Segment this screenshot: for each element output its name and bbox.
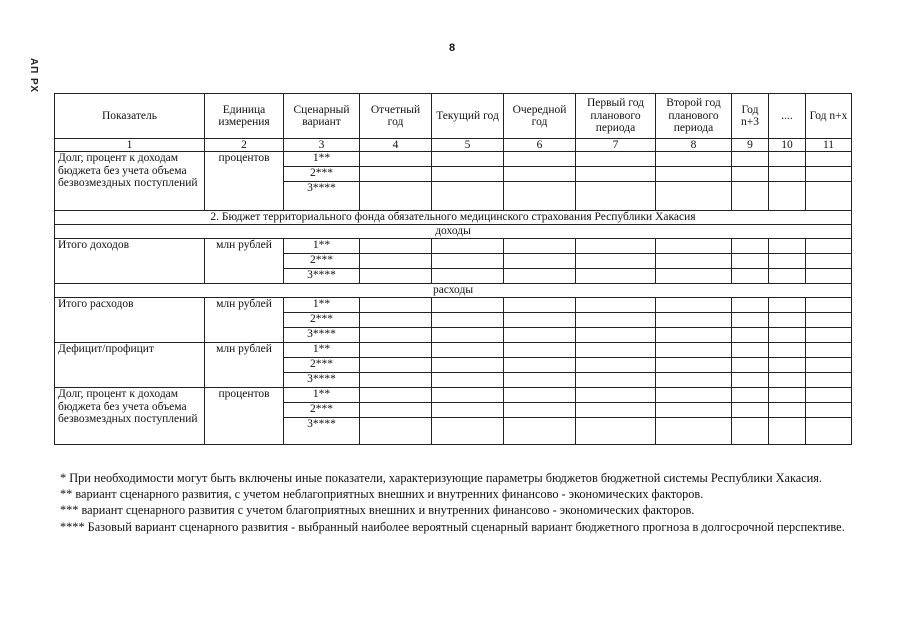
- header-cell: Текущий год: [432, 94, 504, 139]
- table-row: [55, 298, 852, 313]
- scenario-cell: 2***: [284, 167, 360, 182]
- header-cell: Сценарный вариант: [284, 94, 360, 139]
- scenario-cell: 1**: [284, 239, 360, 254]
- indicator-cell: Долг, процент к доходам бюджета без учета объема безвозмездных поступлений: [55, 388, 205, 445]
- scenario-cell: 3****: [284, 182, 360, 211]
- column-number: 2: [205, 139, 284, 152]
- column-number: 5: [432, 139, 504, 152]
- column-number: 6: [504, 139, 576, 152]
- section-row: [55, 211, 852, 225]
- scenario-cell: 1**: [284, 152, 360, 167]
- header-cell: Второй год планового периода: [656, 94, 732, 139]
- column-number: 1: [55, 139, 205, 152]
- column-number: 8: [656, 139, 732, 152]
- header-cell: Год n+3: [732, 94, 769, 139]
- footnote: * При необходимости могут быть включены иные показатели, характеризующие параметры бюджетов бюджетной системы Республики Хакасия.: [60, 471, 823, 485]
- column-number: 10: [769, 139, 806, 152]
- scenario-cell: 3****: [284, 269, 360, 284]
- scenario-cell: 1**: [284, 388, 360, 403]
- scenario-cell: 3****: [284, 418, 360, 445]
- page-number: 8: [449, 42, 456, 54]
- column-number: 4: [360, 139, 432, 152]
- header-cell: Первый год планового периода: [576, 94, 656, 139]
- unit-cell: процентов: [205, 152, 284, 211]
- header-cell: Год n+x: [806, 94, 852, 139]
- scenario-cell: 1**: [284, 343, 360, 358]
- indicator-cell: Итого доходов: [55, 239, 205, 284]
- scenario-cell: 2***: [284, 254, 360, 269]
- scenario-cell: 2***: [284, 403, 360, 418]
- header-cell: Показатель: [55, 94, 205, 139]
- scenario-cell: 3****: [284, 373, 360, 388]
- indicator-cell: Итого расходов: [55, 298, 205, 343]
- header-cell: Единица измерения: [205, 94, 284, 139]
- unit-cell: млн рублей: [205, 239, 284, 284]
- header-cell: ....: [769, 94, 806, 139]
- subsection-title: расходы: [55, 284, 852, 298]
- unit-cell: процентов: [205, 388, 284, 445]
- unit-cell: млн рублей: [205, 298, 284, 343]
- header-cell: Отчетный год: [360, 94, 432, 139]
- column-number-row: [55, 139, 852, 152]
- budget-forecast-table: [54, 93, 852, 445]
- unit-cell: млн рублей: [205, 343, 284, 388]
- subsection-row: [55, 225, 852, 239]
- header-row: [55, 94, 852, 139]
- indicator-cell: Дефицит/профицит: [55, 343, 205, 388]
- scenario-cell: 2***: [284, 358, 360, 373]
- table-row: [55, 152, 852, 167]
- footnote: **** Базовый вариант сценарного развития - выбранный наиболее вероятный сценарный вариант бюджетного прогноза в долгосрочной перспективе.: [60, 519, 845, 534]
- indicator-cell: Долг, процент к доходам бюджета без учета объема безвозмездных поступлений: [55, 152, 205, 211]
- footnote: ** вариант сценарного развития, с учетом неблагоприятных внешних и внутренних финансово - экономических факторов.: [60, 487, 704, 502]
- scenario-cell: 3****: [284, 328, 360, 343]
- column-number: 11: [806, 139, 852, 152]
- subsection-title: доходы: [55, 225, 852, 239]
- section-title: 2. Бюджет территориального фонда обязательного медицинского страхования Республики Хакасия: [55, 211, 852, 225]
- footnotes: [60, 470, 847, 535]
- table-row: [55, 239, 852, 254]
- table-row: [55, 343, 852, 358]
- subsection-row: [55, 284, 852, 298]
- column-number: 3: [284, 139, 360, 152]
- column-number: 7: [576, 139, 656, 152]
- table-row: [55, 388, 852, 403]
- header-cell: Очередной год: [504, 94, 576, 139]
- side-label: АП РХ: [28, 58, 39, 94]
- column-number: 9: [732, 139, 769, 152]
- scenario-cell: 1**: [284, 298, 360, 313]
- scenario-cell: 2***: [284, 313, 360, 328]
- footnote: *** вариант сценарного развития с учетом благоприятных внешних и внутренних финансово - экономических факторов.: [60, 503, 695, 518]
